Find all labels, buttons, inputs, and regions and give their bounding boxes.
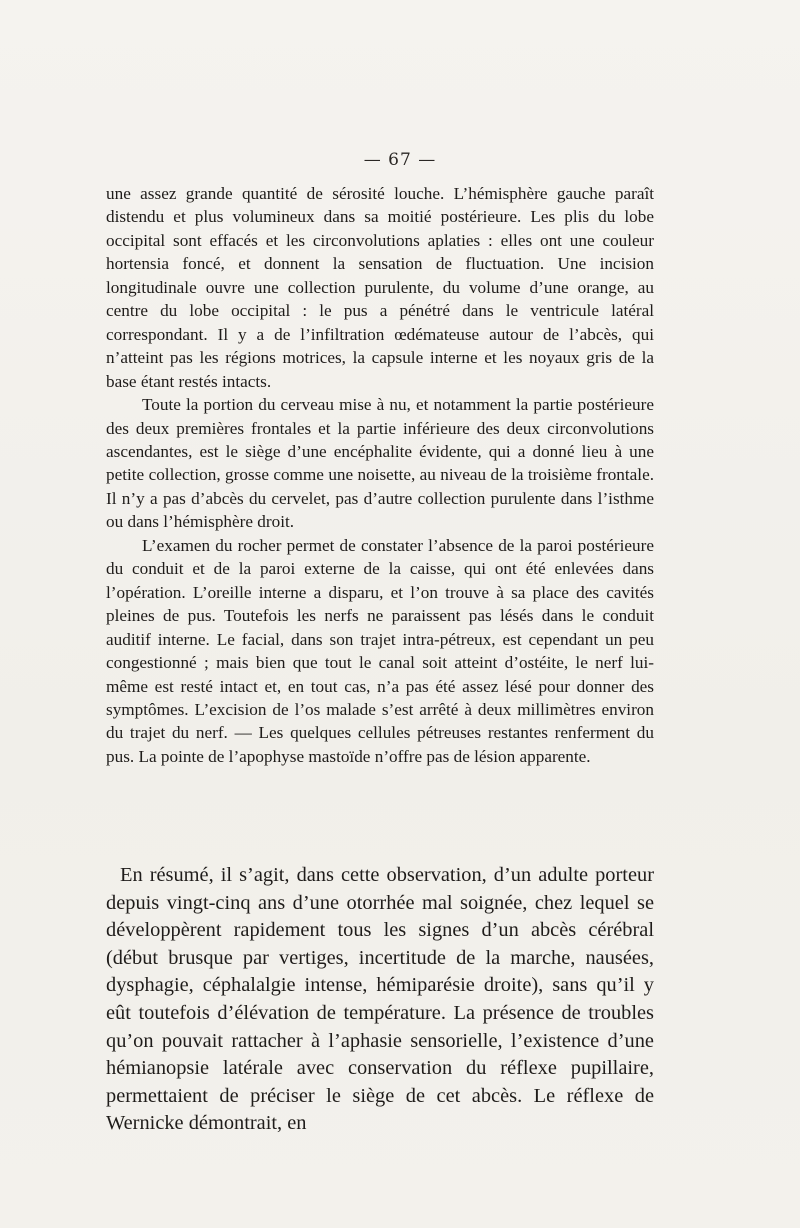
paragraph-resume: En résumé, il s’agit, dans cette observation, d’un adulte porteur depuis vingt-cinq ans d’une otorrhée mal soignée, chez lequel se développèrent rapidement tous les signes d’un abcès cérébral (début brusque par vertiges, incertitude de la marche, nausées, dysphagie, céphalalgie intense, hémiparésie droite), sans qu’il y eût toutefois d’élévation de température. La présence de troubles qu’on pouvait rattacher à l’aphasie sensorielle, l’existence d’une hémianopsie latérale avec conservation du réflexe pupillaire, permettaient de préciser le siège de cet abcès. Le réflexe de Wernicke démontrait, en <box>106 864 654 1135</box>
page-number: — 67 — <box>363 150 437 170</box>
paragraph-rocher-examination: L’examen du rocher permet de constater l’absence de la paroi postérieure du conduit et de la paroi externe de la caisse, qui ont été enlevées dans l’opération. L’oreille interne a disparu, et l’on trouve à sa place des cavités pleines de pus. Toutefois les nerfs ne paraissent pas lésés dans le conduit auditif interne. Le facial, dans son trajet intra-pétreux, est cependant un peu congestionné ; mais bien que tout le canal soit atteint d’ostéite, le nerf lui-même est resté intact et, en tout cas, n’a pas été assez lésé pour donner des symptômes. L’excision de l’os malade s’est arrêté à deux millimètres environ du trajet du nerf. — Les quelques cellules pétreuses restantes renferment du pus. La pointe de l’apophyse mastoïde n’offre pas de lésion apparente. <box>106 535 654 766</box>
paragraph-encephalitis: Toute la portion du cerveau mise à nu, et notamment la partie postérieure des deux premières frontales et la partie inférieure des deux circonvolutions ascendantes, est le siège d’une encéphalite évidente, qui a donné lieu à une petite collection, grosse comme une noisette, au niveau de la troisième frontale. Il n’y a pas d’abcès du cervelet, pas d’autre collection purulente dans l’isthme ou dans l’hémisphère droit. <box>106 395 654 532</box>
observation-text <box>106 182 654 768</box>
summary-text <box>106 862 654 1138</box>
paragraph-autopsy-hemisphere: une assez grande quantité de sérosité louche. L’hémisphère gauche paraît distendu et plus volumineux dans sa moitié postérieure. Les plis du lobe occipital sont effacés et les circonvolutions aplaties : elles ont une couleur hortensia foncé, et donnent la sensation de fluctuation. Une incision longitudinale ouvre une collection purulente, du volume d’une orange, au centre du lobe occipital : le pus a pénétré dans le ventricule latéral correspondant. Il y a de l’infiltration œdémateuse autour de l’abcès, qui n’atteint pas les régions motrices, la capsule interne et les noyaux gris de la base étant restés intacts. <box>106 184 654 391</box>
